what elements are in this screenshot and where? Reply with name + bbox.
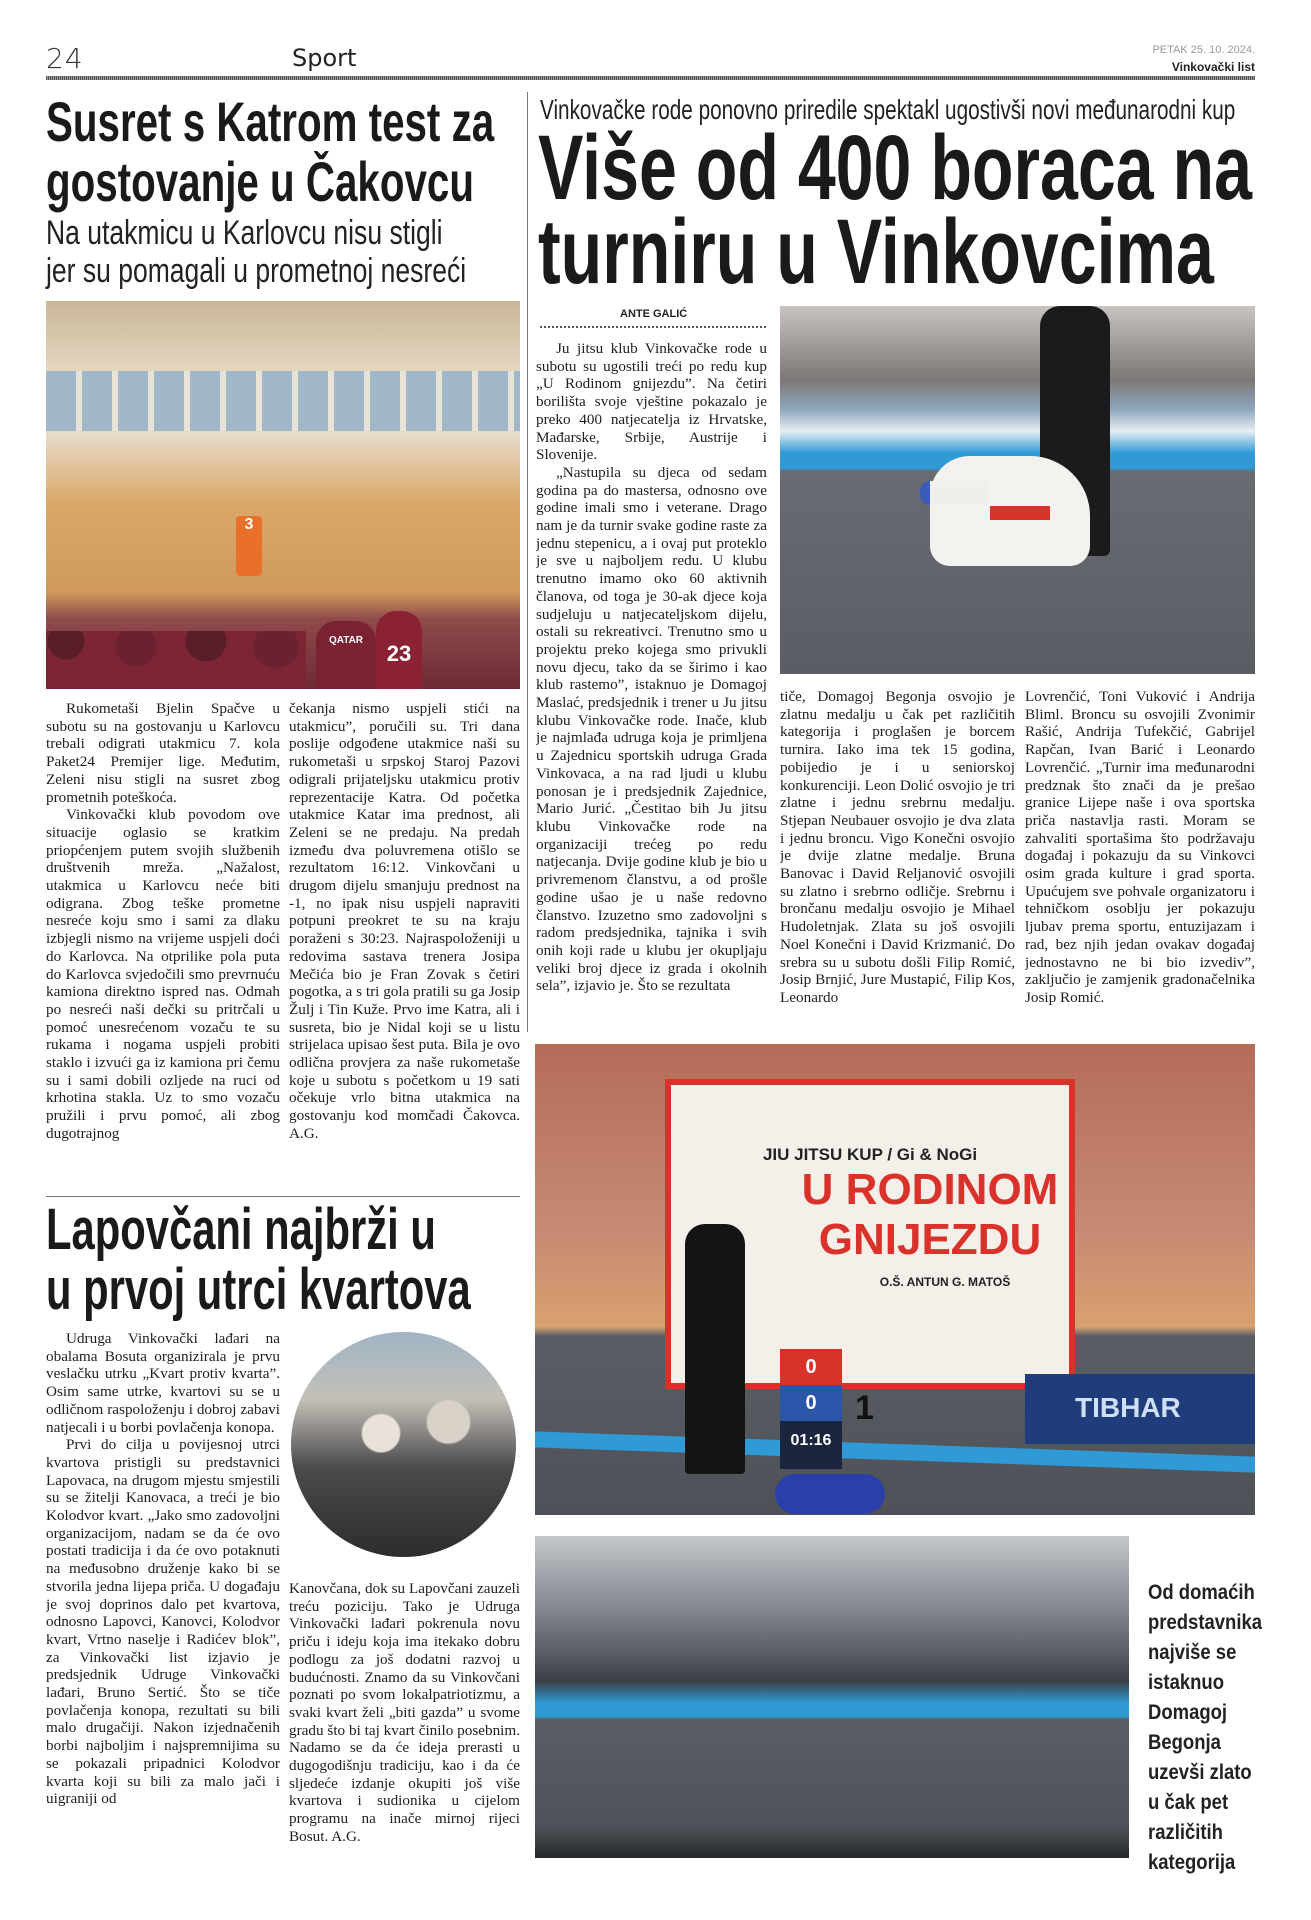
header-rule xyxy=(46,76,1255,80)
article1-subtitle xyxy=(46,214,466,290)
handball-match-photo xyxy=(46,301,520,689)
article2-column-1 xyxy=(536,340,767,1030)
article3-column-2 xyxy=(289,1580,520,1868)
banner-title: U RODINOM xyxy=(801,1165,1059,1214)
banner-line: JIU JITSU KUP / Gi & NoGi xyxy=(762,1145,978,1164)
article2-kicker: Vinkovačke rode ponovno priredile spektakl ugostivši novi međunarodni kup xyxy=(540,94,1236,125)
paragraph: Udruga Vinkovački lađari na obalama Bosuta organizirala je prvu veslačku utrku „Kvart protiv kvarta”. Osim same utrke, kvartovi su se u odličnom raspoloženju i dobroj zabavi natjecali i u borbi povlačenja konopa. xyxy=(46,1330,280,1436)
headline-line: u prvoj utrci kvartova xyxy=(46,1257,471,1322)
tournament-match-photo xyxy=(535,1044,1255,1515)
column-divider xyxy=(527,92,528,1032)
tournament-hall-photo xyxy=(535,1536,1129,1858)
paragraph: Rukometaši Bjelin Spačve u subotu su na gostovanju u Karlovcu trebali odigrati utakmicu 7. kola Paket24 Premijer lige. Međutim, Zeleni nisu stigli na susret zbog prometnih poteškoća. xyxy=(46,700,280,806)
byline-rule xyxy=(540,326,766,328)
subtitle-line: jer su pomagali u prometnoj nesreći xyxy=(46,252,467,290)
mat-number: 1 xyxy=(855,1389,874,1427)
banner-school: O.Š. ANTUN G. MATOŠ xyxy=(879,1275,1011,1289)
headline-line: gostovanje u Čakovcu xyxy=(46,150,474,213)
jiu-jitsu-kids-photo xyxy=(780,306,1255,674)
paragraph: Kanovčana, dok su Lapovčani zauzeli treću poziciju. Tako je Udruga Vinkovački lađari pokrenula novu priču i ideju koja ima itekako dobru podlogu za još dodatni razvoj u budućnosti. Znamo da su Vinkovčani poznati po svom lokalpatriotizmu, a svaki kvart želi „biti gazda” u svome gradu što bi taj kvart činilo posebnim. Nadamo se da će ideja prerasti u dugogodišnju tradiciju, kao i da će sljedeće izdanje okupiti još više kvartova i sudionika u cijelom programu na inače mirnoj rijeci Bosut. A.G. xyxy=(289,1580,520,1845)
page-number: 24 xyxy=(46,42,84,75)
paragraph: čekanja nismo uspjeli stići na utakmicu”, poručili su. Tri dana poslije odgođene utakmice naši su rukometaši u srpskoj Staroj Pazovi odigrali prijateljsku utakmicu protiv reprezentacije Katra. Od početka utakmice Katar ima prednost, ali Zeleni se ne predaju. Na predah između dva poluvremena otišlo se rezultatom 16:12. Vinkovčani u drugom dijelu smanjuju prednost na -1, no ipak nisu uspjeli napraviti potpuni preokret te su na kraju poraženi s 30:23. Najraspoloženiji u redovima sastava trenera Josipa Mečića bio je Fran Zovak s četiri pogotka, a s tri gola pratili su ga Josip Žulj i Tin Kuže. Prvo ime Katra, ali i susreta, bio je Nidal koji se u listu strijelaca upisao šest puta. Bila je ovo odlična provjera za naše rukometaše koje u subotu s početkom u 19 sati očekuje vrlo bitna utakmica na gostovanju kod momčadi Čakovca. A.G. xyxy=(289,700,520,1142)
paragraph: tiče, Domagoj Begonja osvojio je zlatnu medalju u čak pet različitih kategorija i proglašen je borcem turnira. Iako ima tek 15 godina, pobijedio je i u seniorskoj konkurenciji. Leon Dolić osvojio je tri zlatne i jednu srebrnu medalju. Stjepan Neubauer osvojio je dva zlata i jednu broncu. Vigo Konečni osvojio je dvije zlatne medalje. Bruna Banovac i David Reljanović osvojili su zlatno i srebrno odličje. Srebrnu i brončanu medalju osvojio je Mihael Hudoletnjak. Zlata su još osvojili Noel Konečni i David Krizmanić. Do srebra su u subotu došli Filip Romić, Josip Brnjić, Jure Mustapić, Filip Kos, Leonardo xyxy=(780,688,1015,1006)
paragraph: Ju jitsu klub Vinkovačke rode u subotu su ugostili treći po redu kup „U Rodinom gnijezdu”. Na četiri borilišta svoje vještine pokazalo je preko 400 natjecatelja iz Hrvatske, Mađarske, Srbije, Austrije i Slovenije. xyxy=(536,340,767,464)
paragraph: Prvi do cilja u povijesnoj utrci kvartova pristigli su predstavnici Lapovaca, na drugom mjestu smjestili su se žitelji Kanovaca, a treći je bio Kolodvor kvart. „Jako smo zadovoljni organizacijom, nadam se da će ovo postati tradicija i da će ovo potaknuti na međusobno druženje kako bi se stvorila jedna lijepa priča. U događaju je svoj doprinos dalo pet kvartova, odnosno Lapovci, Kanovci, Kolodvor kvart, Vrtno naselje i Radićev blok”, za Vinkovački list izjavio je predsjednik Udruge Vinkovački lađari, Bruno Sertić. Što se tiče povlačenja konopa, rezultati su bili malo drugačiji. Nakon izjednačenih borbi najboljim i najspremnijima su se pokazali pripadnici Kolodvor kvarta koji su bili za malo jači i uigraniji od xyxy=(46,1436,280,1808)
player-jersey: 3 xyxy=(236,516,262,576)
article2-column-3 xyxy=(1025,688,1255,1030)
sponsor-board: TIBHAR xyxy=(1025,1374,1255,1444)
article1-headline xyxy=(46,92,494,212)
headline-line: Lapovčani najbrži u xyxy=(46,1197,436,1262)
byline: ANTE GALIĆ xyxy=(620,308,688,320)
article3-headline xyxy=(46,1197,471,1322)
article2-column-2 xyxy=(780,688,1015,1030)
score-blue: 0 xyxy=(780,1385,842,1421)
banner-title: GNIJEZDU xyxy=(818,1215,1042,1264)
issue-date: PETAK 25. 10. 2024. xyxy=(1152,44,1255,56)
photo-caption: Od domaćih predstavnika najviše se istaknuo Domagoj Begonja uzevši zlato u čak pet različitih kategorija xyxy=(1148,1581,1263,1874)
article3-column-1 xyxy=(46,1330,280,1868)
score-red: 0 xyxy=(780,1349,842,1385)
newspaper-name: Vinkovački list xyxy=(1171,60,1255,74)
subtitle-line: Na utakmicu u Karlovcu nisu stigli xyxy=(46,214,443,252)
article1-column-1 xyxy=(46,700,280,1185)
section-title: Sport xyxy=(292,44,357,72)
paragraph: „Nastupila su djeca od sedam godina pa do mastersa, odnosno ove godine imali smo i veterane. Drago nam je da turnir svake godine raste za jednu stepenicu, a i ovaj put proteklo je sve u najboljem redu. U klubu trenutno imamo oko 60 aktivnih članova, od toga je 30-ak djece koja sudjeluju u natjecateljskom dijelu, ostali su rekreativci. Trenutno smo u projektu preko kojega smo privukli novu djecu, tako da se širimo i kao klub rastemo”, istaknuo je Domagoj Maslać, predsjednik i trener u Ju jitsu klubu Vinkovačke rode. Inače, klub je najmlađa udruga koja je primljena u Zajednicu sportskih udruga Grada Vinkovaca, a na rad ljudi u klubu ponosan je i predsjednik Zajednice, Mario Jurić. „Čestitao bih Ju jitsu klubu Vinkovačke rode na organizaciji trećeg po redu natjecanja. Dvije godine klub je bio u privremenom članstvu, a od prošle godine ušao je u naše redovno članstvo. Izuzetno smo zadovoljni s radom predsjednika, tajnika i svih onih koji rade u klubu jer okupljaju veliki broj djece iz grada i okolnih sela”, izjavio je. Što se rezultata xyxy=(536,463,767,995)
headline-line: Susret s Katrom test za xyxy=(46,90,495,153)
article2-headline xyxy=(538,117,1252,303)
match-timer: 01:16 xyxy=(790,1432,832,1449)
paragraph: Lovrenčić, Toni Vuković i Andrija Bliml. Broncu su osvojili Zvonimir Rašić, Andrija Tufekčić, Gabrijel Rapčan, Ivan Barić i Leonardo Lovrenčić. „Turnir ima međunarodni predznak što znači da je prešao granice Lijepe naše i ova sportska priča nastavlja rasti. Moram se zahvaliti sportašima što podržavaju događaj i pokazuju da su Vinkovci osim grada kulture i grad sporta. Upućujem sve pohvale organizatoru i tehničkom osoblju jer pokazuju ljubav prema sportu, entuzijazam i rad, bez njih jedan ovakav događaj jednostavno ne bi bio izvediv”, zaključio je zamjenik gradonačelnika Josip Romić. xyxy=(1025,688,1255,1006)
scoreboard xyxy=(780,1349,842,1469)
article1-column-2 xyxy=(289,700,520,1185)
jersey-text: QATAR xyxy=(316,621,376,689)
paragraph: Vinkovački klub povodom ove situacije oglasio se kratkim priopćenjem putem svojih službenih društvenih mreža. „Nažalost, utakmica u Karlovcu neće biti odigrana. Zbog teške prometne nesreće koju smo i sami za dlaku izbjegli nismo na vrijeme uspjeli doći do Karlovca. Na otprilike pola puta do Karlovca svjedočili smo prevrnuću kamiona direktno ispred nas. Odmah po nesreći naši dečki su pritrčali u pomoć unesrećenom vozaču te su rukama i nogama uspjeli probiti staklo i izvući ga iz kamiona pri čemu su i sami dobili ozljede na ruci od krhotina stakla. Uz to smo vozaču pružili i prvu pomoć, ali zbog dugotrajnog xyxy=(46,806,280,1142)
jersey-number: 23 xyxy=(376,611,422,689)
headline-line: turniru u Vinkovcima xyxy=(538,201,1214,303)
rowing-team-photo xyxy=(291,1332,516,1557)
headline-line: Više od 400 boraca na xyxy=(538,117,1252,219)
